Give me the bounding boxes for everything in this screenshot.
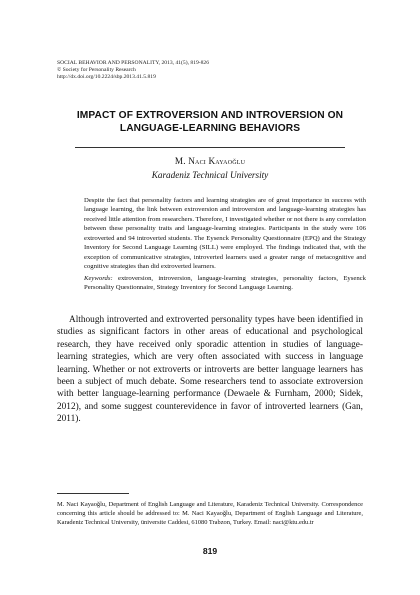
article-title-line-2: LANGUAGE-LEARNING BEHAVIORS <box>119 123 301 134</box>
keywords <box>84 274 366 293</box>
journal-header <box>57 60 209 82</box>
article-title <box>40 109 380 135</box>
abstract: Despite the fact that personality factors and learning strategies are of great importance in success with language learning, the link between extroversion and introversion and language-learning strategies has received little attention from researchers. Therefore, I investigated whether or not there is any correlation between these personality traits and language-learning strategies. Participants in the study were 106 extroverted and 94 introverted students. The Eysenck Personality Questionnaire (EPQ) and the Strategy Inventory for Second Language Learning (SILL) were employed. The findings indicated that, with the exception of communicative strategies, introverted learners used a greater range of metacognitive and cognitive strategies than did extroverted learners. <box>84 197 366 271</box>
author-name: M. Naci Kayaoğlu <box>174 156 246 166</box>
body-paragraph: Although introverted and extroverted personality types have been identified in studies as significant factors in other areas of educational and psychological research, they have received only sporadic attention in studies of language-learning strategies, which are very often associated with success in language learning. Whether or not extroverts or introverts are better language learners has been a subject of much debate. Some researchers tend to associate extroversion with better language-learning performance (Dewaele & Furnham, 2000; Sidek, 2012), and some suggest counterevidence in favor of introverted learners (Gan, 2011). <box>57 315 363 425</box>
author-affiliation: Karadeniz Technical University <box>151 170 269 180</box>
page-number: 819 <box>202 546 218 556</box>
author-footnote: M. Naci Kayaoğlu, Department of English Language and Literature, Karadeniz Technical University. Correspondence concerning this article should be addressed to: M. Naci Kayaoğlu, Department of English Language and Literature, Karadeniz Technical University, üniversite Caddesi, 61080 Trabzon, Turkey. Email: naci@ktu.edu.tr <box>57 501 363 526</box>
footnote-divider <box>57 493 129 494</box>
journal-doi: http://dx.doi.org/10.2224/sbp.2013.41.5.819 <box>57 74 156 81</box>
journal-citation: SOCIAL BEHAVIOR AND PERSONALITY, 2013, 41(5), 819-826 <box>57 60 210 66</box>
journal-copyright: © Society for Personality Research <box>57 67 136 74</box>
keywords-list: extroversion, introversion, language-learning strategies, personality factors, Eysenck Personality Questionnaire, Strategy Inventory for Second Language Learning. <box>84 275 366 292</box>
title-divider <box>75 147 345 148</box>
article-title-line-1: IMPACT OF EXTROVERSION AND INTROVERSION ON <box>76 110 344 121</box>
keywords-label: Keywords: <box>84 275 113 282</box>
